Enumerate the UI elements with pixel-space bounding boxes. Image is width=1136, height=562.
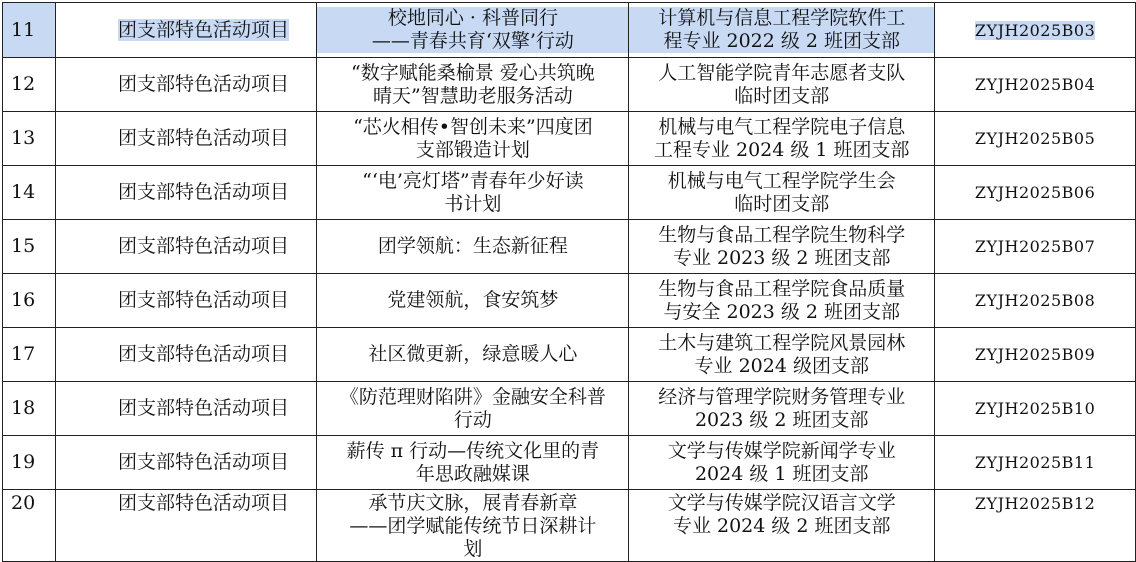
- project-code: ZYJH2025B05: [974, 129, 1096, 148]
- table-row: [3, 3, 1136, 58]
- category-cell[interactable]: [55, 58, 317, 112]
- project-code: ZYJH2025B06: [974, 183, 1096, 202]
- unit-cell[interactable]: [629, 274, 935, 328]
- unit-cell[interactable]: [629, 436, 935, 490]
- row-number-cell[interactable]: [3, 166, 56, 220]
- unit-line: 程专业 2022 级 2 班团支部: [629, 30, 934, 53]
- category-text: 团支部特色活动项目: [117, 343, 289, 365]
- row-number-cell[interactable]: [3, 112, 56, 166]
- category-text: 团支部特色活动项目: [117, 289, 289, 311]
- project-code-cell[interactable]: [935, 220, 1136, 274]
- project-code-cell[interactable]: [935, 382, 1136, 436]
- category-text: 团支部特色活动项目: [117, 18, 289, 41]
- unit-cell[interactable]: [629, 112, 935, 166]
- project-name-line: 年思政融媒课: [415, 462, 530, 485]
- row-number-cell[interactable]: [3, 490, 56, 562]
- project-name-line: 书计划: [444, 192, 502, 215]
- project-code: ZYJH2025B11: [974, 453, 1096, 472]
- project-name-cell[interactable]: [317, 112, 629, 166]
- category-cell[interactable]: [55, 3, 317, 58]
- table-row: [3, 490, 1136, 562]
- table-row: [3, 220, 1136, 274]
- table-row: [3, 436, 1136, 490]
- unit-line: 专业 2023 级 2 班团支部: [672, 246, 891, 269]
- unit-cell[interactable]: [629, 58, 935, 112]
- table-row: [3, 112, 1136, 166]
- table-row: [3, 382, 1136, 436]
- project-code-cell[interactable]: [935, 112, 1136, 166]
- row-number-cell[interactable]: [3, 3, 56, 58]
- project-name-line: 支部锻造计划: [415, 138, 530, 161]
- project-code: ZYJH2025B03: [974, 20, 1096, 40]
- row-number: 20: [11, 492, 36, 514]
- project-name-line: ——团学赋能传统节日深耕计: [349, 515, 597, 537]
- project-code-cell[interactable]: [935, 328, 1136, 382]
- row-number-cell[interactable]: [3, 328, 56, 382]
- project-code-cell[interactable]: [935, 490, 1136, 562]
- project-table: [2, 2, 1136, 562]
- unit-cell[interactable]: [629, 490, 935, 562]
- project-name-cell[interactable]: [317, 166, 629, 220]
- category-text: 团支部特色活动项目: [117, 451, 289, 473]
- unit-line: 机械与电气工程学院电子信息: [658, 115, 906, 138]
- row-number: 11: [11, 18, 36, 41]
- unit-cell[interactable]: [629, 166, 935, 220]
- category-text: 团支部特色活动项目: [117, 181, 289, 203]
- project-name-line: “芯火相传•智创未来”四度团: [353, 115, 593, 138]
- project-name-line: 承节庆文脉，展青春新章: [368, 492, 578, 514]
- project-name-line: 划: [463, 538, 483, 560]
- unit-line: 生物与食品工程学院生物科学: [658, 223, 906, 246]
- row-number-cell[interactable]: [3, 58, 56, 112]
- project-name-line: 《防范理财陷阱》金融安全科普: [339, 385, 606, 408]
- project-name-line: 团学领航：生态新征程: [377, 235, 568, 257]
- unit-line: 临时团支部: [734, 84, 830, 107]
- row-number-cell[interactable]: [3, 382, 56, 436]
- table-row: [3, 166, 1136, 220]
- category-text: 团支部特色活动项目: [117, 492, 289, 514]
- project-code: ZYJH2025B12: [974, 494, 1096, 513]
- project-name-line: 晴天”智慧助老服务活动: [373, 84, 573, 107]
- project-code: ZYJH2025B07: [974, 237, 1096, 256]
- category-cell[interactable]: [55, 436, 317, 490]
- project-name-cell[interactable]: [317, 436, 629, 490]
- project-name-cell[interactable]: [317, 58, 629, 112]
- project-name-line: “‘电’亮灯塔”青春年少好读: [362, 169, 584, 192]
- category-cell[interactable]: [55, 220, 317, 274]
- category-cell[interactable]: [55, 112, 317, 166]
- category-text: 团支部特色活动项目: [117, 235, 289, 257]
- row-number: 12: [11, 73, 36, 95]
- unit-line: 土木与建筑工程学院风景园林: [658, 331, 906, 354]
- table-row: [3, 274, 1136, 328]
- project-name-line: 社区微更新，绿意暖人心: [368, 343, 578, 365]
- unit-line: 工程专业 2024 级 1 班团支部: [653, 138, 910, 161]
- unit-line: 2023 级 2 班团支部: [694, 408, 869, 431]
- category-text: 团支部特色活动项目: [117, 73, 289, 95]
- category-text: 团支部特色活动项目: [117, 127, 289, 149]
- project-table-body: [3, 3, 1136, 562]
- category-cell[interactable]: [55, 328, 317, 382]
- project-code-cell[interactable]: [935, 436, 1136, 490]
- project-name-line: “数字赋能桑榆景 爱心共筑晚: [351, 61, 595, 84]
- category-cell[interactable]: [55, 382, 317, 436]
- project-name-cell[interactable]: [317, 382, 629, 436]
- project-name-line: 党建领航，食安筑梦: [387, 289, 559, 311]
- row-number: 19: [11, 451, 36, 473]
- row-number: 14: [11, 181, 36, 203]
- category-cell[interactable]: [55, 166, 317, 220]
- row-number: 17: [11, 343, 36, 365]
- project-name-line: 薪传 π 行动—传统文化里的青: [346, 439, 600, 462]
- unit-cell[interactable]: [629, 3, 935, 58]
- project-name-line: 校地同心 · 科普同行: [317, 7, 628, 30]
- project-code: ZYJH2025B09: [974, 345, 1096, 364]
- project-name-cell[interactable]: [317, 3, 629, 58]
- row-number-cell[interactable]: [3, 274, 56, 328]
- row-number: 18: [11, 397, 36, 419]
- project-code: ZYJH2025B04: [974, 75, 1096, 94]
- project-name-cell[interactable]: [317, 328, 629, 382]
- project-name-cell[interactable]: [317, 274, 629, 328]
- unit-line: 经济与管理学院财务管理专业: [658, 385, 906, 408]
- category-cell[interactable]: [55, 490, 317, 562]
- unit-line: 机械与电气工程学院学生会: [667, 169, 896, 192]
- row-number: 16: [11, 289, 36, 311]
- row-number-cell[interactable]: [3, 436, 56, 490]
- unit-line: 文学与传媒学院汉语言文学: [667, 492, 896, 514]
- table-row: [3, 58, 1136, 112]
- project-name-line: 行动: [453, 408, 492, 431]
- row-number: 13: [11, 127, 36, 149]
- table-row: [3, 328, 1136, 382]
- unit-line: 2024 级 1 班团支部: [694, 462, 869, 485]
- row-number: 15: [11, 235, 36, 257]
- project-code-cell[interactable]: [935, 166, 1136, 220]
- unit-line: 临时团支部: [734, 192, 830, 215]
- category-cell[interactable]: [55, 274, 317, 328]
- project-name-line: ——青春共育‘双擎’行动: [317, 30, 628, 53]
- row-number-cell[interactable]: [3, 220, 56, 274]
- project-name-cell[interactable]: [317, 220, 629, 274]
- unit-line: 计算机与信息工程学院软件工: [629, 7, 934, 30]
- unit-cell[interactable]: [629, 328, 935, 382]
- unit-line: 人工智能学院青年志愿者支队: [658, 61, 906, 84]
- unit-line: 专业 2024 级 2 班团支部: [672, 515, 891, 537]
- project-code: ZYJH2025B08: [974, 291, 1096, 310]
- unit-cell[interactable]: [629, 382, 935, 436]
- unit-line: 文学与传媒学院新闻学专业: [667, 439, 896, 462]
- unit-line: 与安全 2023 级 2 班团支部: [663, 300, 901, 323]
- project-code-cell[interactable]: [935, 3, 1136, 58]
- project-code: ZYJH2025B10: [974, 399, 1096, 418]
- project-code-cell[interactable]: [935, 58, 1136, 112]
- project-name-cell[interactable]: [317, 490, 629, 562]
- project-code-cell[interactable]: [935, 274, 1136, 328]
- category-text: 团支部特色活动项目: [117, 397, 289, 419]
- unit-line: 生物与食品工程学院食品质量: [658, 277, 906, 300]
- unit-line: 专业 2024 级团支部: [694, 354, 869, 377]
- unit-cell[interactable]: [629, 220, 935, 274]
